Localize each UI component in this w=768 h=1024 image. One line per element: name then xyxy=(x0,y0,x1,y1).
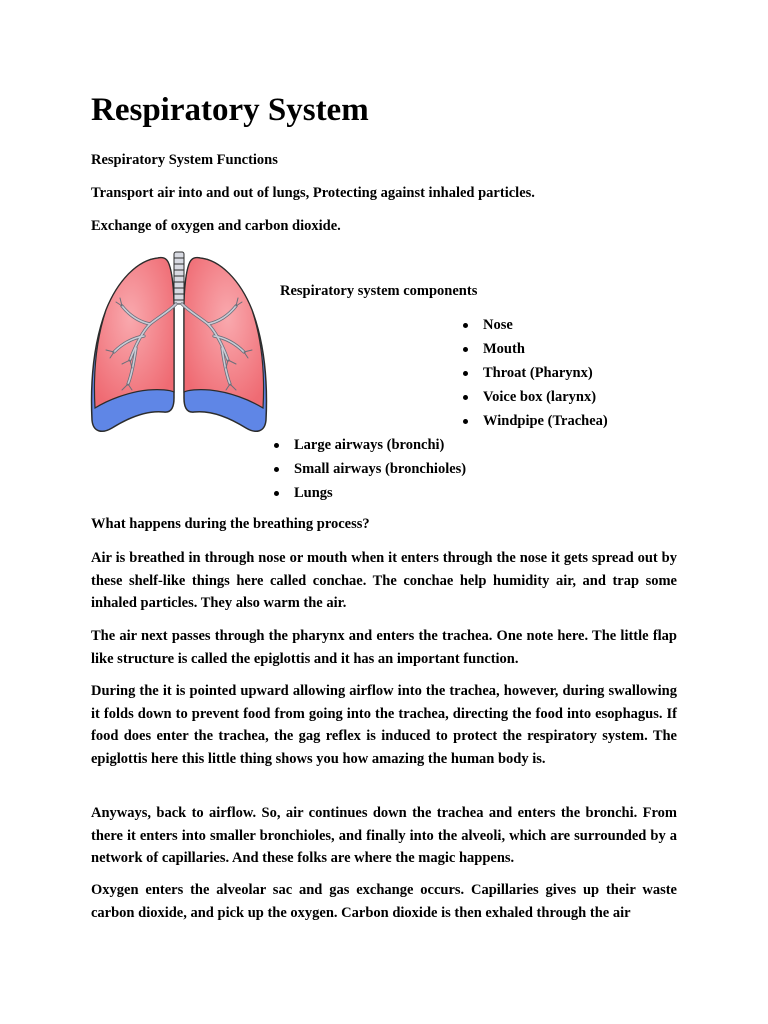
list-item: Small airways (bronchioles) xyxy=(272,460,466,484)
components-heading: Respiratory system components xyxy=(280,283,478,299)
list-item: Nose xyxy=(461,316,608,340)
components-list-upper xyxy=(461,316,608,436)
list-item: Voice box (larynx) xyxy=(461,388,608,412)
list-item: Mouth xyxy=(461,340,608,364)
paragraph-1: Air is breathed in through nose or mouth when it enters through the nose it gets spread out by these shelf-like things here called conchae. The conchae help humidity air, and trap some inhaled particles. They also warm the air. xyxy=(91,550,677,612)
section-subtitle: Respiratory System Functions xyxy=(91,152,278,168)
list-item: Lungs xyxy=(272,484,466,508)
components-list-lower xyxy=(272,436,466,508)
right-lung xyxy=(184,258,266,432)
paragraph-4: Anyways, back to airflow. So, air continues down the trachea and enters the bronchi. From there it enters into smaller bronchioles, and finally into the alveoli, which are surrounded by a network of capillaries. And these folks are where the magic happens. xyxy=(91,805,677,867)
page-title: Respiratory System xyxy=(91,92,369,128)
left-lung xyxy=(92,258,174,432)
paragraph-5: Oxygen enters the alveolar sac and gas exchange occurs. Capillaries gives up their waste carbon dioxide, and pick up the oxygen. Carbon dioxide is then exhaled through the air xyxy=(91,882,677,921)
function-line-2: Exchange of oxygen and carbon dioxide. xyxy=(91,218,341,234)
paragraph-3: During the it is pointed upward allowing airflow into the trachea, however, during swallowing it folds down to prevent food from going into the trachea, directing the food into esophagus. If food does enter the trachea, the gag reflex is induced to protect the respiratory system. The epiglottis here this little thing shows you how amazing the human body is. xyxy=(91,683,677,767)
trachea xyxy=(174,252,184,304)
lungs-illustration xyxy=(88,250,272,436)
paragraph-2: The air next passes through the pharynx and enters the trachea. One note here. The little flap like structure is called the epiglottis and it has an important function. xyxy=(91,628,677,667)
list-item: Windpipe (Trachea) xyxy=(461,412,608,436)
section-question: What happens during the breathing process? xyxy=(91,516,370,532)
list-item: Throat (Pharynx) xyxy=(461,364,608,388)
function-line-1: Transport air into and out of lungs, Protecting against inhaled particles. xyxy=(91,185,535,201)
list-item: Large airways (bronchi) xyxy=(272,436,466,460)
